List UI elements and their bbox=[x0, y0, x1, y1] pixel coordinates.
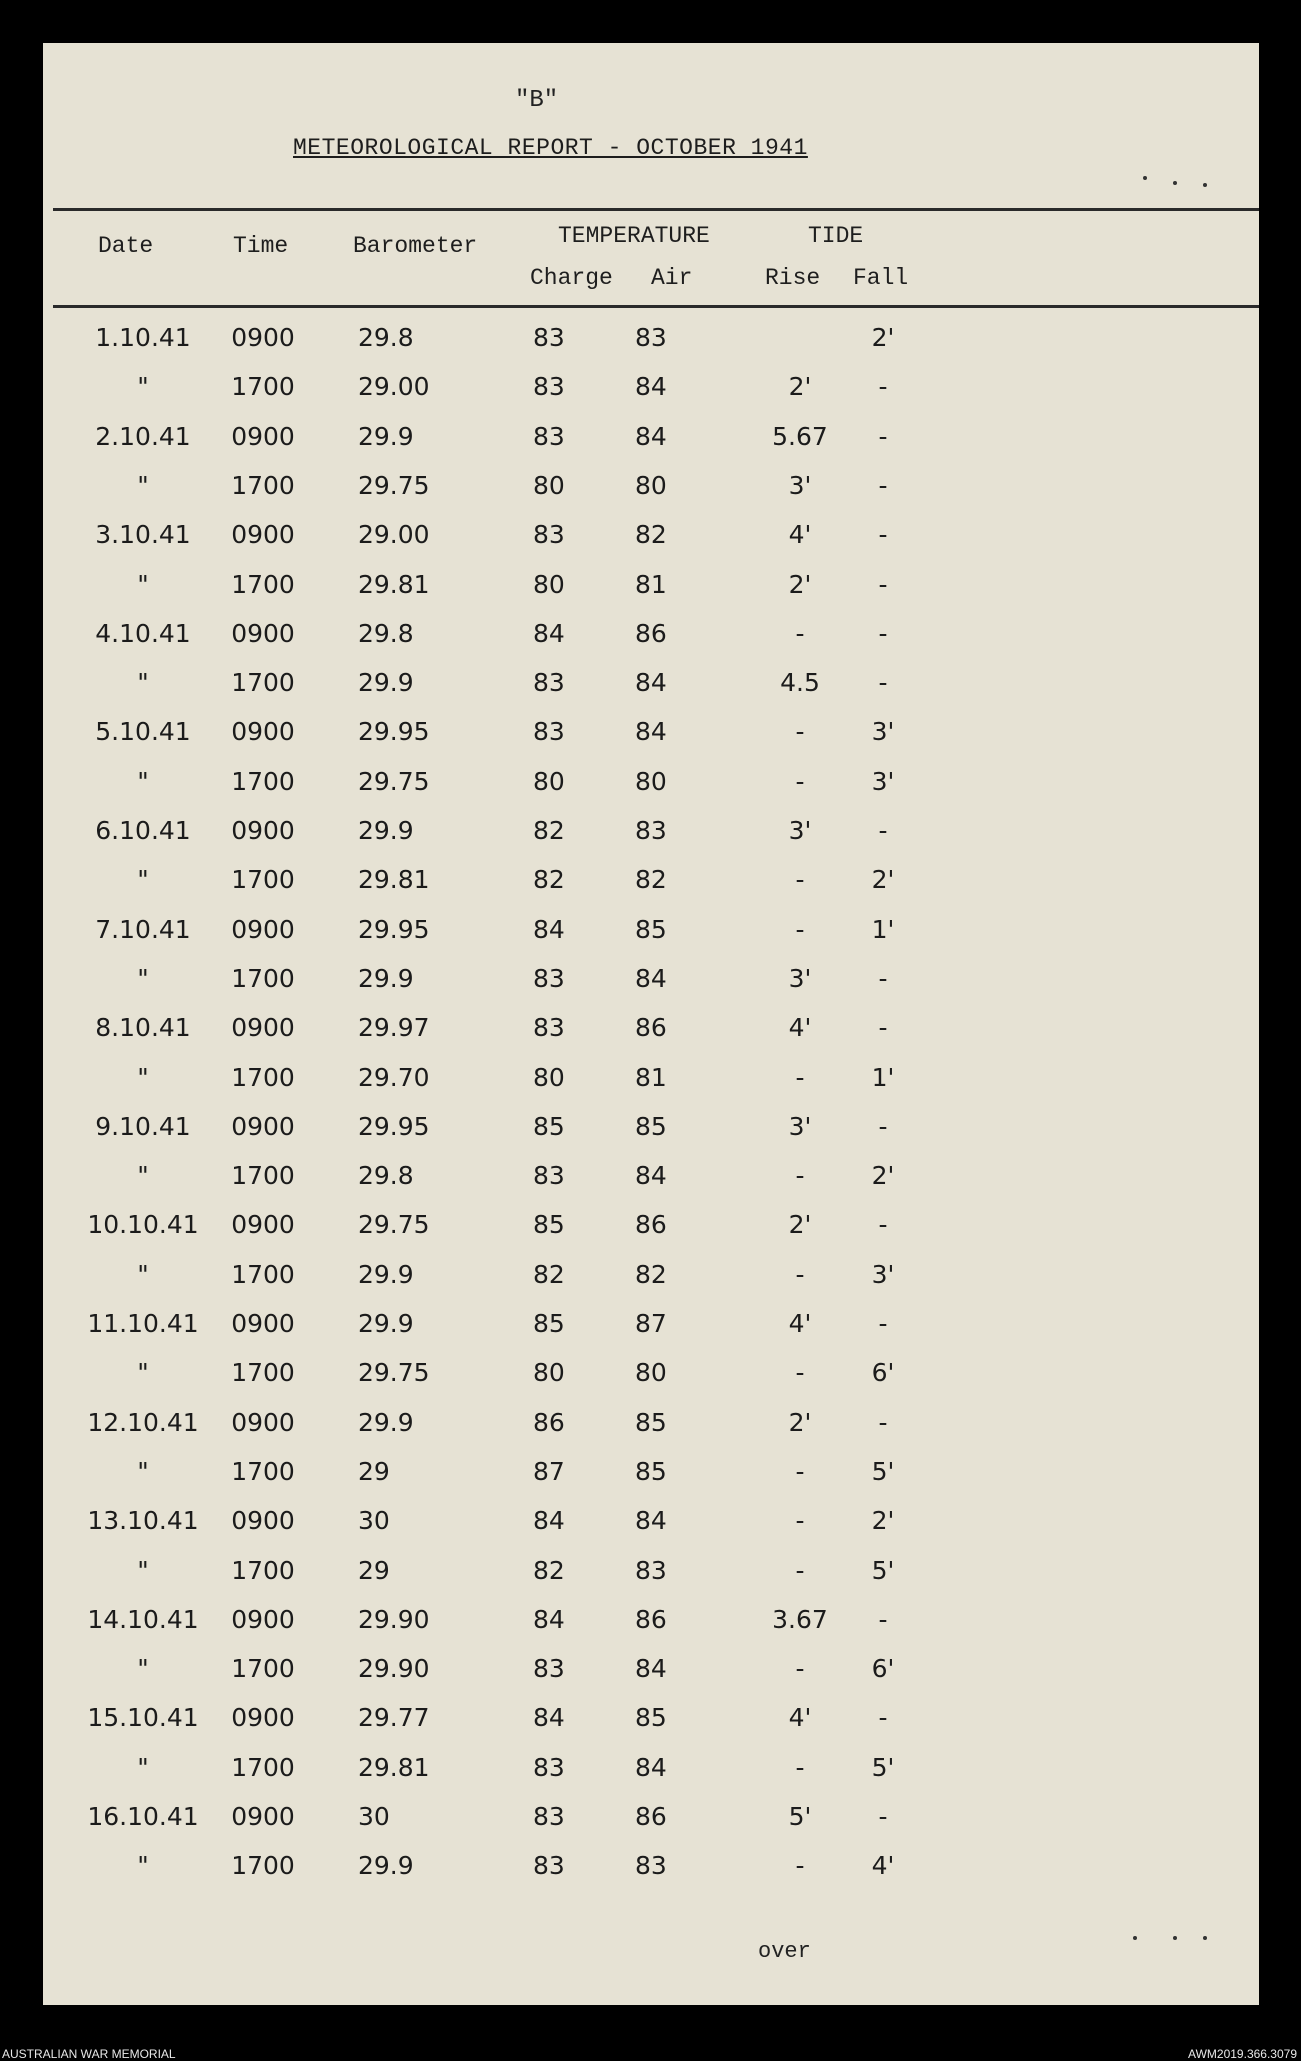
cell-fall: - bbox=[878, 570, 888, 599]
cell-charge: 80 bbox=[533, 570, 565, 599]
cell-rise: 4' bbox=[788, 520, 812, 549]
cell-time: 0900 bbox=[231, 1112, 295, 1141]
cell-fall: 1' bbox=[871, 1063, 895, 1092]
over-label: over bbox=[758, 1939, 811, 1964]
cell-rise: - bbox=[795, 1506, 805, 1535]
cell-time: 0900 bbox=[231, 915, 295, 944]
cell-air: 85 bbox=[635, 1457, 667, 1486]
cell-fall: - bbox=[878, 816, 888, 845]
cell-charge: 83 bbox=[533, 668, 565, 697]
cell-charge: 84 bbox=[533, 619, 565, 648]
cell-air: 85 bbox=[635, 915, 667, 944]
cell-fall: 3' bbox=[871, 1260, 895, 1289]
cell-date: 7.10.41 bbox=[95, 915, 191, 944]
cell-date: 1.10.41 bbox=[95, 323, 191, 352]
cell-time: 1700 bbox=[231, 767, 295, 796]
cell-charge: 83 bbox=[533, 1851, 565, 1880]
cell-air: 86 bbox=[635, 1210, 667, 1239]
cell-date: " bbox=[137, 372, 149, 401]
cell-time: 0900 bbox=[231, 422, 295, 451]
cell-barometer: 29.70 bbox=[358, 1063, 430, 1092]
cell-air: 84 bbox=[635, 372, 667, 401]
cell-fall: 3' bbox=[871, 717, 895, 746]
header-charge: Charge bbox=[530, 265, 613, 291]
cell-rise: 4' bbox=[788, 1309, 812, 1338]
cell-time: 0900 bbox=[231, 717, 295, 746]
cell-date: " bbox=[137, 1753, 149, 1782]
cell-air: 84 bbox=[635, 717, 667, 746]
cell-air: 83 bbox=[635, 1851, 667, 1880]
cell-fall: - bbox=[878, 668, 888, 697]
cell-charge: 80 bbox=[533, 767, 565, 796]
cell-barometer: 29.8 bbox=[358, 323, 414, 352]
cell-air: 85 bbox=[635, 1408, 667, 1437]
paper-speck bbox=[1173, 181, 1177, 185]
cell-date: " bbox=[137, 1358, 149, 1387]
header-temperature: TEMPERATURE bbox=[558, 223, 710, 249]
cell-rise: - bbox=[795, 1063, 805, 1092]
cell-time: 0900 bbox=[231, 1210, 295, 1239]
cell-charge: 83 bbox=[533, 1753, 565, 1782]
cell-charge: 84 bbox=[533, 1506, 565, 1535]
footer-right: AWM2019.366.3079 bbox=[1188, 2047, 1297, 2061]
cell-rise: - bbox=[795, 1457, 805, 1486]
cell-air: 80 bbox=[635, 471, 667, 500]
cell-barometer: 29.90 bbox=[358, 1654, 430, 1683]
cell-time: 1700 bbox=[231, 1358, 295, 1387]
cell-charge: 83 bbox=[533, 520, 565, 549]
cell-time: 1700 bbox=[231, 1851, 295, 1880]
cell-date: " bbox=[137, 570, 149, 599]
header-air: Air bbox=[651, 265, 693, 291]
cell-time: 1700 bbox=[231, 1654, 295, 1683]
cell-air: 84 bbox=[635, 964, 667, 993]
cell-date: 15.10.41 bbox=[87, 1703, 199, 1732]
cell-barometer: 29 bbox=[358, 1457, 390, 1486]
cell-barometer: 29.75 bbox=[358, 1210, 430, 1239]
cell-barometer: 29.95 bbox=[358, 1112, 430, 1141]
cell-time: 0900 bbox=[231, 1013, 295, 1042]
cell-barometer: 29.81 bbox=[358, 1753, 430, 1782]
cell-charge: 82 bbox=[533, 1260, 565, 1289]
cell-time: 1700 bbox=[231, 570, 295, 599]
cell-rise: 3' bbox=[788, 1112, 812, 1141]
cell-charge: 83 bbox=[533, 964, 565, 993]
cell-fall: - bbox=[878, 1605, 888, 1634]
cell-charge: 80 bbox=[533, 1358, 565, 1387]
cell-rise: 3' bbox=[788, 816, 812, 845]
cell-date: " bbox=[137, 1063, 149, 1092]
cell-fall: 6' bbox=[871, 1358, 895, 1387]
header-bottom-rule bbox=[53, 305, 1259, 308]
cell-rise: - bbox=[795, 1654, 805, 1683]
cell-time: 1700 bbox=[231, 668, 295, 697]
cell-fall: 2' bbox=[871, 1506, 895, 1535]
cell-air: 83 bbox=[635, 323, 667, 352]
cell-time: 0900 bbox=[231, 1309, 295, 1338]
cell-charge: 87 bbox=[533, 1457, 565, 1486]
cell-fall: - bbox=[878, 422, 888, 451]
cell-rise: - bbox=[795, 915, 805, 944]
paper-speck bbox=[1203, 183, 1207, 187]
cell-barometer: 29.8 bbox=[358, 619, 414, 648]
cell-fall: 6' bbox=[871, 1654, 895, 1683]
cell-date: 16.10.41 bbox=[87, 1802, 199, 1831]
cell-barometer: 29.00 bbox=[358, 520, 430, 549]
header-top-rule bbox=[53, 208, 1259, 211]
cell-date: 9.10.41 bbox=[95, 1112, 191, 1141]
cell-air: 82 bbox=[635, 865, 667, 894]
cell-barometer: 30 bbox=[358, 1506, 390, 1535]
cell-air: 80 bbox=[635, 1358, 667, 1387]
document-page bbox=[43, 43, 1259, 2005]
cell-air: 86 bbox=[635, 619, 667, 648]
cell-fall: - bbox=[878, 1703, 888, 1732]
cell-air: 84 bbox=[635, 1506, 667, 1535]
cell-charge: 82 bbox=[533, 1556, 565, 1585]
cell-air: 87 bbox=[635, 1309, 667, 1338]
cell-barometer: 29.9 bbox=[358, 422, 414, 451]
page-mark: "B" bbox=[515, 87, 559, 114]
cell-rise: - bbox=[795, 619, 805, 648]
cell-date: " bbox=[137, 471, 149, 500]
cell-barometer: 29.9 bbox=[358, 1408, 414, 1437]
cell-date: 2.10.41 bbox=[95, 422, 191, 451]
header-tide: TIDE bbox=[808, 223, 864, 249]
cell-date: 14.10.41 bbox=[87, 1605, 199, 1634]
cell-fall: - bbox=[878, 1802, 888, 1831]
header-time: Time bbox=[233, 233, 289, 259]
cell-barometer: 29.97 bbox=[358, 1013, 430, 1042]
cell-time: 0900 bbox=[231, 816, 295, 845]
cell-air: 84 bbox=[635, 1753, 667, 1782]
cell-charge: 83 bbox=[533, 1013, 565, 1042]
cell-date: 12.10.41 bbox=[87, 1408, 199, 1437]
cell-fall: 5' bbox=[871, 1753, 895, 1782]
cell-air: 84 bbox=[635, 1161, 667, 1190]
cell-time: 1700 bbox=[231, 1457, 295, 1486]
cell-rise: - bbox=[795, 767, 805, 796]
cell-barometer: 29.9 bbox=[358, 1309, 414, 1338]
cell-time: 0900 bbox=[231, 1605, 295, 1634]
cell-fall: - bbox=[878, 1112, 888, 1141]
cell-fall: 5' bbox=[871, 1457, 895, 1486]
cell-date: 10.10.41 bbox=[87, 1210, 199, 1239]
cell-barometer: 29.77 bbox=[358, 1703, 430, 1732]
cell-charge: 82 bbox=[533, 816, 565, 845]
cell-rise: 3.67 bbox=[772, 1605, 828, 1634]
cell-time: 0900 bbox=[231, 1506, 295, 1535]
cell-air: 84 bbox=[635, 1654, 667, 1683]
cell-time: 0900 bbox=[231, 1802, 295, 1831]
cell-charge: 84 bbox=[533, 1605, 565, 1634]
cell-air: 83 bbox=[635, 816, 667, 845]
cell-charge: 83 bbox=[533, 1654, 565, 1683]
cell-date: " bbox=[137, 1260, 149, 1289]
cell-time: 1700 bbox=[231, 1063, 295, 1092]
cell-fall: - bbox=[878, 520, 888, 549]
cell-time: 1700 bbox=[231, 1556, 295, 1585]
cell-barometer: 29.75 bbox=[358, 767, 430, 796]
paper-speck bbox=[1203, 1936, 1207, 1940]
cell-air: 80 bbox=[635, 767, 667, 796]
cell-date: " bbox=[137, 1161, 149, 1190]
cell-charge: 84 bbox=[533, 1703, 565, 1732]
cell-fall: - bbox=[878, 372, 888, 401]
cell-barometer: 29.9 bbox=[358, 816, 414, 845]
cell-charge: 85 bbox=[533, 1210, 565, 1239]
cell-fall: 1' bbox=[871, 915, 895, 944]
cell-air: 86 bbox=[635, 1802, 667, 1831]
cell-date: " bbox=[137, 1457, 149, 1486]
cell-rise: 2' bbox=[788, 570, 812, 599]
cell-barometer: 29.9 bbox=[358, 668, 414, 697]
cell-charge: 80 bbox=[533, 471, 565, 500]
cell-time: 1700 bbox=[231, 471, 295, 500]
cell-barometer: 29.9 bbox=[358, 964, 414, 993]
cell-date: 11.10.41 bbox=[87, 1309, 199, 1338]
cell-charge: 83 bbox=[533, 1802, 565, 1831]
cell-rise: 4.5 bbox=[780, 668, 820, 697]
cell-air: 82 bbox=[635, 520, 667, 549]
cell-rise: - bbox=[795, 1260, 805, 1289]
cell-charge: 85 bbox=[533, 1309, 565, 1338]
cell-barometer: 29 bbox=[358, 1556, 390, 1585]
cell-barometer: 29.8 bbox=[358, 1161, 414, 1190]
cell-date: 6.10.41 bbox=[95, 816, 191, 845]
cell-date: 3.10.41 bbox=[95, 520, 191, 549]
cell-time: 1700 bbox=[231, 964, 295, 993]
cell-barometer: 29.81 bbox=[358, 865, 430, 894]
cell-rise: 2' bbox=[788, 372, 812, 401]
cell-date: " bbox=[137, 668, 149, 697]
cell-charge: 80 bbox=[533, 1063, 565, 1092]
cell-rise: 2' bbox=[788, 1408, 812, 1437]
cell-fall: - bbox=[878, 471, 888, 500]
cell-date: 13.10.41 bbox=[87, 1506, 199, 1535]
cell-barometer: 29.75 bbox=[358, 1358, 430, 1387]
header-barometer: Barometer bbox=[353, 233, 478, 259]
cell-rise: 4' bbox=[788, 1013, 812, 1042]
cell-air: 82 bbox=[635, 1260, 667, 1289]
cell-rise: - bbox=[795, 865, 805, 894]
cell-air: 81 bbox=[635, 570, 667, 599]
cell-time: 1700 bbox=[231, 1260, 295, 1289]
cell-charge: 86 bbox=[533, 1408, 565, 1437]
cell-time: 1700 bbox=[231, 1753, 295, 1782]
cell-rise: 5.67 bbox=[772, 422, 828, 451]
cell-rise: 3' bbox=[788, 471, 812, 500]
page-title: METEOROLOGICAL REPORT - OCTOBER 1941 bbox=[293, 135, 808, 161]
cell-date: 8.10.41 bbox=[95, 1013, 191, 1042]
cell-charge: 83 bbox=[533, 372, 565, 401]
cell-barometer: 29.81 bbox=[358, 570, 430, 599]
paper-speck bbox=[1173, 1936, 1177, 1940]
cell-fall: 4' bbox=[871, 1851, 895, 1880]
cell-fall: - bbox=[878, 1309, 888, 1338]
cell-barometer: 29.00 bbox=[358, 372, 430, 401]
cell-date: " bbox=[137, 1556, 149, 1585]
cell-date: 5.10.41 bbox=[95, 717, 191, 746]
header-fall: Fall bbox=[853, 265, 909, 291]
cell-rise: 3' bbox=[788, 964, 812, 993]
cell-air: 81 bbox=[635, 1063, 667, 1092]
cell-time: 1700 bbox=[231, 1161, 295, 1190]
cell-rise: - bbox=[795, 1161, 805, 1190]
cell-date: 4.10.41 bbox=[95, 619, 191, 648]
cell-charge: 83 bbox=[533, 323, 565, 352]
cell-date: " bbox=[137, 767, 149, 796]
cell-rise: - bbox=[795, 1851, 805, 1880]
cell-rise: 5' bbox=[788, 1802, 812, 1831]
cell-barometer: 30 bbox=[358, 1802, 390, 1831]
cell-air: 85 bbox=[635, 1112, 667, 1141]
cell-air: 83 bbox=[635, 1556, 667, 1585]
cell-rise: - bbox=[795, 717, 805, 746]
cell-barometer: 29.95 bbox=[358, 915, 430, 944]
cell-barometer: 29.75 bbox=[358, 471, 430, 500]
cell-charge: 83 bbox=[533, 1161, 565, 1190]
cell-air: 86 bbox=[635, 1605, 667, 1634]
cell-charge: 82 bbox=[533, 865, 565, 894]
cell-charge: 85 bbox=[533, 1112, 565, 1141]
cell-fall: 2' bbox=[871, 865, 895, 894]
cell-fall: - bbox=[878, 964, 888, 993]
cell-barometer: 29.95 bbox=[358, 717, 430, 746]
cell-time: 0900 bbox=[231, 520, 295, 549]
cell-barometer: 29.9 bbox=[358, 1851, 414, 1880]
cell-fall: 3' bbox=[871, 767, 895, 796]
cell-rise: - bbox=[795, 1358, 805, 1387]
cell-charge: 83 bbox=[533, 422, 565, 451]
cell-fall: 2' bbox=[871, 1161, 895, 1190]
cell-time: 0900 bbox=[231, 619, 295, 648]
cell-time: 0900 bbox=[231, 323, 295, 352]
cell-air: 85 bbox=[635, 1703, 667, 1732]
cell-air: 84 bbox=[635, 668, 667, 697]
cell-charge: 83 bbox=[533, 717, 565, 746]
cell-air: 86 bbox=[635, 1013, 667, 1042]
cell-date: " bbox=[137, 964, 149, 993]
cell-date: " bbox=[137, 1654, 149, 1683]
cell-charge: 84 bbox=[533, 915, 565, 944]
cell-rise: 2' bbox=[788, 1210, 812, 1239]
cell-time: 0900 bbox=[231, 1408, 295, 1437]
cell-fall: - bbox=[878, 1408, 888, 1437]
header-date: Date bbox=[98, 233, 154, 259]
cell-time: 0900 bbox=[231, 1703, 295, 1732]
cell-rise: - bbox=[795, 1753, 805, 1782]
footer-left: AUSTRALIAN WAR MEMORIAL bbox=[2, 2047, 176, 2061]
cell-rise: 4' bbox=[788, 1703, 812, 1732]
cell-date: " bbox=[137, 865, 149, 894]
cell-air: 84 bbox=[635, 422, 667, 451]
cell-time: 1700 bbox=[231, 372, 295, 401]
cell-barometer: 29.9 bbox=[358, 1260, 414, 1289]
cell-fall: 5' bbox=[871, 1556, 895, 1585]
cell-time: 1700 bbox=[231, 865, 295, 894]
paper-speck bbox=[1133, 1936, 1137, 1940]
cell-fall: - bbox=[878, 1013, 888, 1042]
cell-fall: - bbox=[878, 619, 888, 648]
cell-date: " bbox=[137, 1851, 149, 1880]
cell-fall: 2' bbox=[871, 323, 895, 352]
paper-speck bbox=[1143, 176, 1147, 180]
cell-fall: - bbox=[878, 1210, 888, 1239]
header-rise: Rise bbox=[765, 265, 821, 291]
cell-barometer: 29.90 bbox=[358, 1605, 430, 1634]
cell-rise: - bbox=[795, 1556, 805, 1585]
